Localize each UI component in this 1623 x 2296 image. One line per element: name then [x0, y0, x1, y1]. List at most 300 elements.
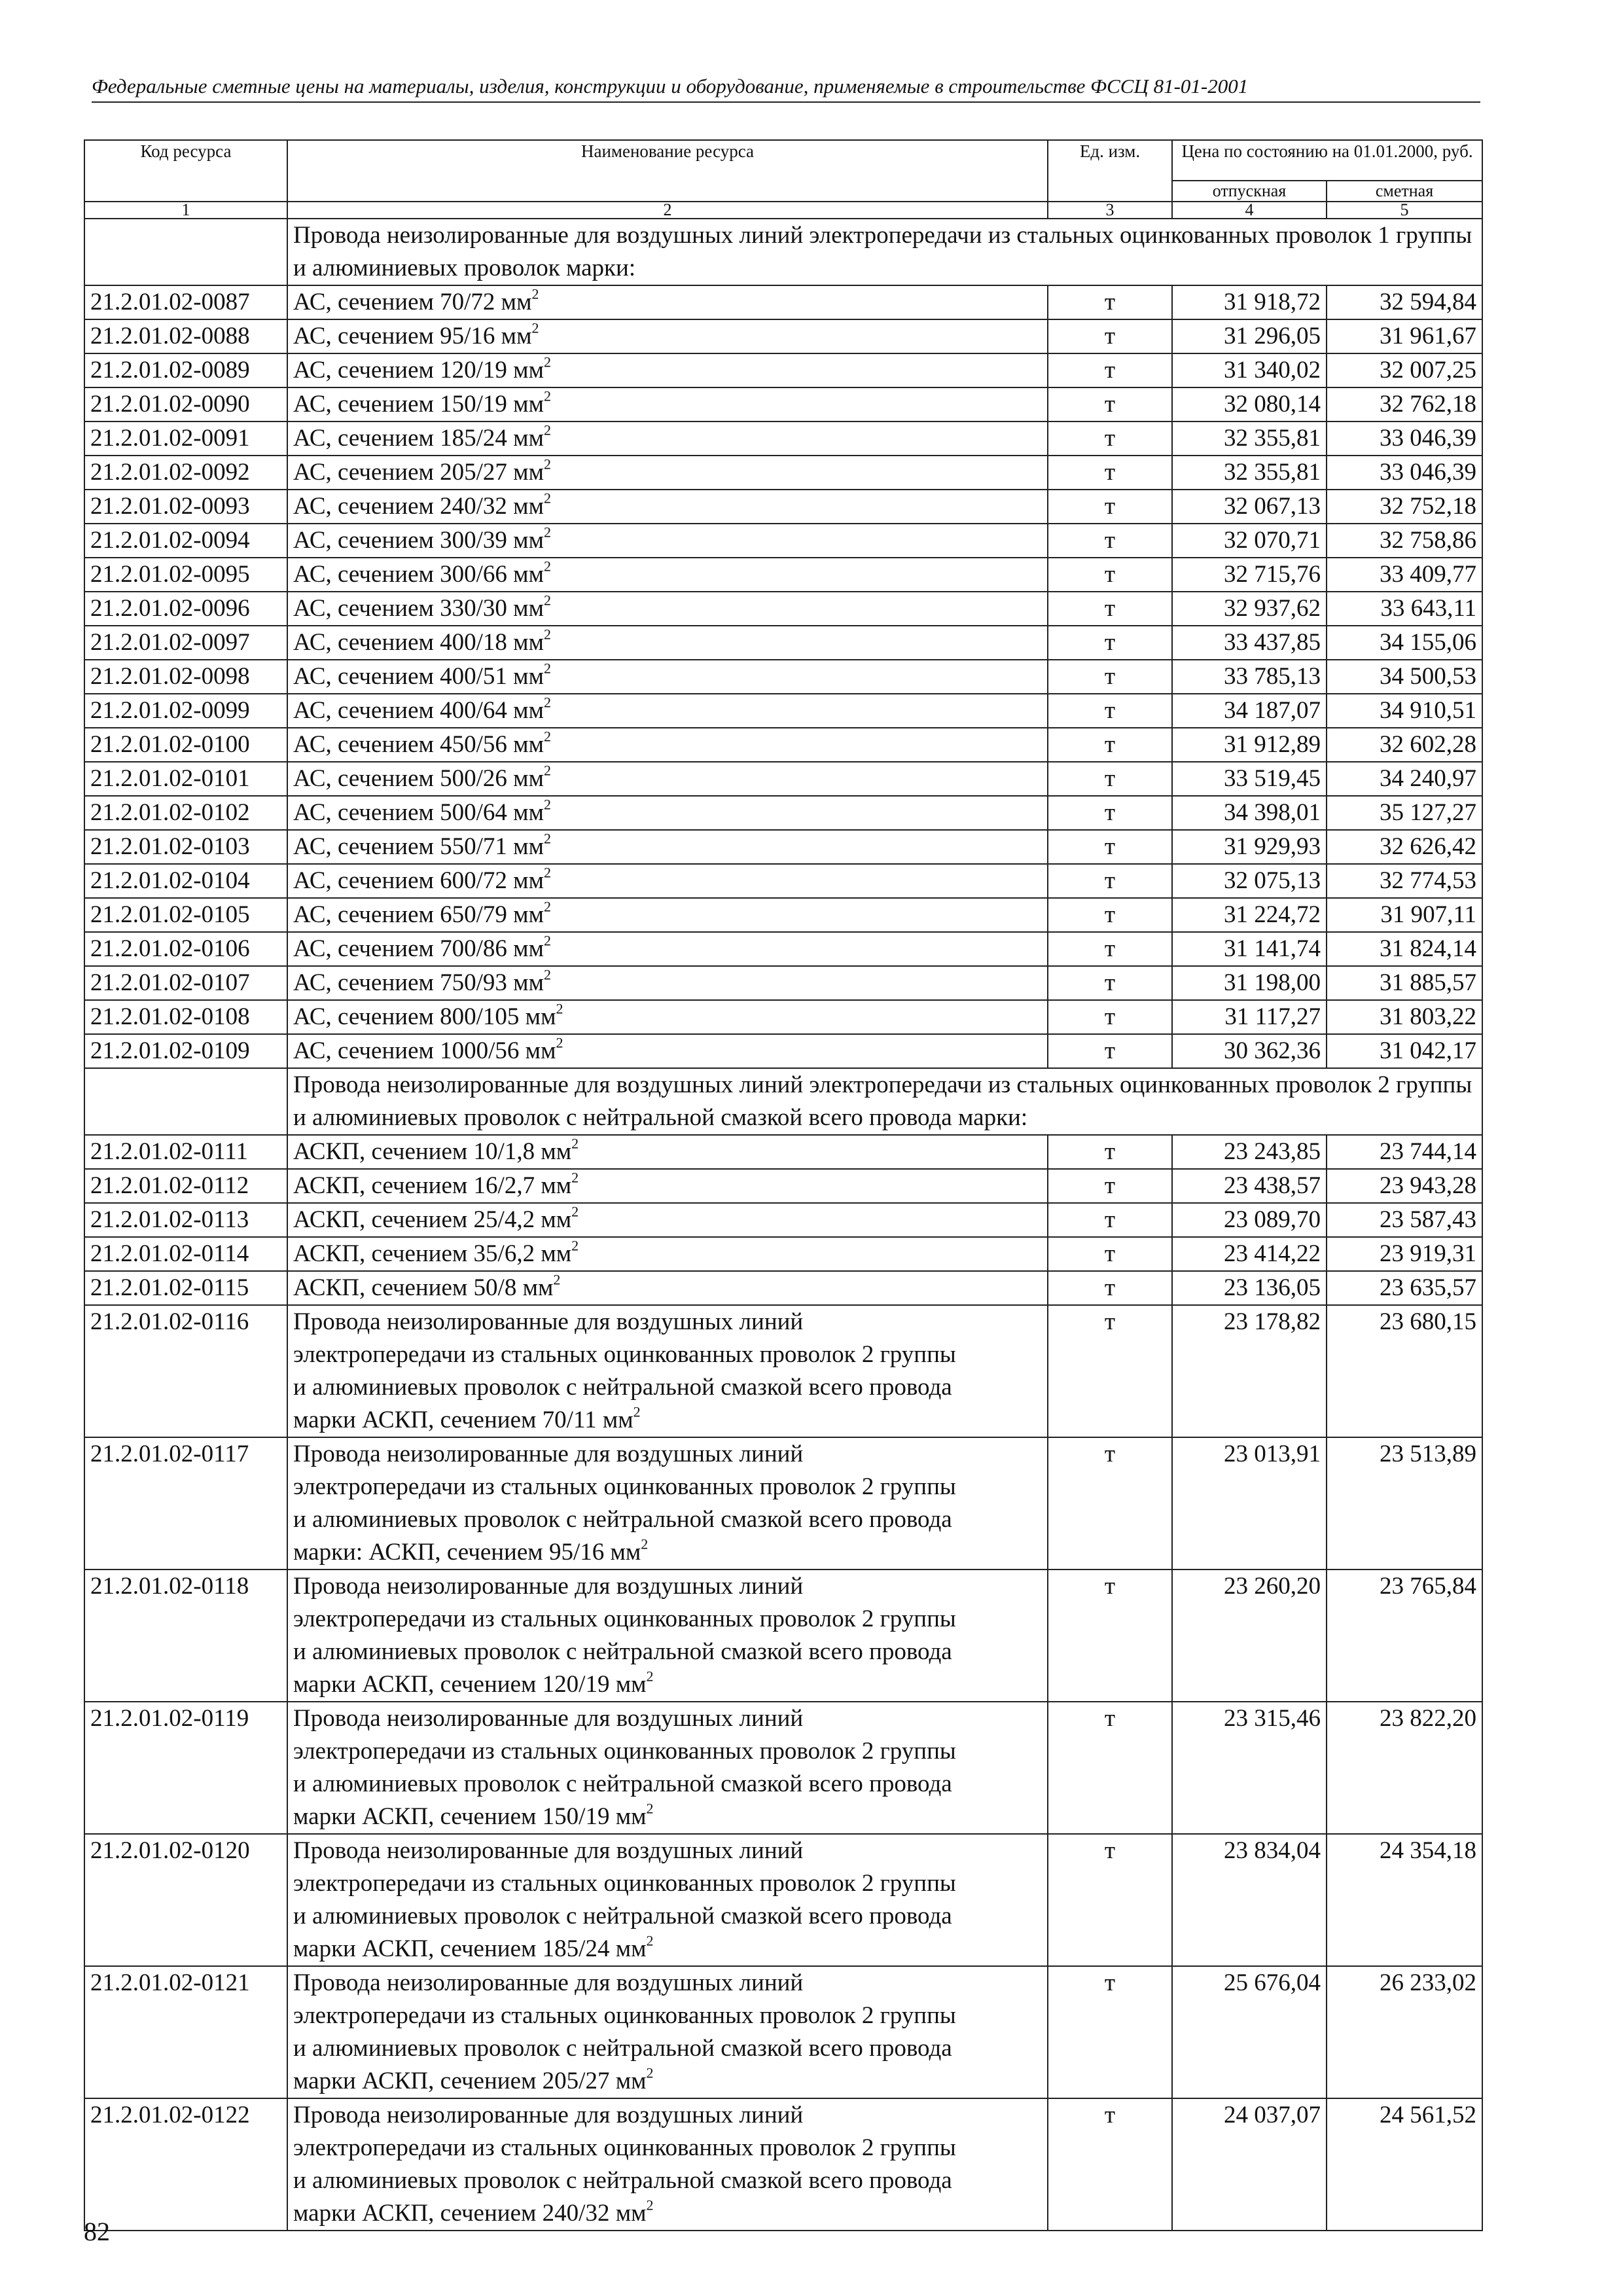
- col-header-release: отпускная: [1172, 181, 1327, 202]
- price-estimate: 23 765,84: [1327, 1570, 1482, 1702]
- resource-name: [287, 1702, 1048, 1834]
- unit: т: [1048, 1000, 1172, 1034]
- table-row: [84, 966, 1482, 1000]
- table-row: [84, 490, 1482, 524]
- resource-name: [287, 932, 1048, 966]
- unit-superscript: 2: [544, 558, 552, 575]
- table-row: [84, 694, 1482, 728]
- table-row: [84, 1570, 1482, 1702]
- resource-name: [287, 2098, 1048, 2231]
- resource-name-text: АС, сечением 600/72 мм: [293, 867, 544, 894]
- resource-code: 21.2.01.02-0109: [84, 1034, 287, 1068]
- resource-code: 21.2.01.02-0112: [84, 1169, 287, 1203]
- resource-name-text: АС, сечением 500/64 мм: [293, 799, 544, 826]
- resource-code: 21.2.01.02-0096: [84, 592, 287, 626]
- group-code-empty: [84, 1068, 287, 1135]
- price-release: 34 398,01: [1172, 796, 1327, 830]
- resource-code: 21.2.01.02-0118: [84, 1570, 287, 1702]
- group-heading-row: [84, 1068, 1482, 1135]
- unit: т: [1048, 319, 1172, 353]
- price-estimate: 23 587,43: [1327, 1203, 1482, 1237]
- resource-name: [287, 285, 1048, 319]
- resource-name-text: Провода неизолированные для воздушных линий электропередачи из стальных оцинкованных проволок 2 группы и алюминиевых проволок с нейтральной смазкой всего провода марки: АСКП, сечением 95/16 мм: [293, 1441, 956, 1566]
- price-estimate: 34 155,06: [1327, 626, 1482, 660]
- resource-name-text: АС, сечением 70/72 мм: [293, 289, 532, 315]
- unit-superscript: 2: [544, 796, 552, 813]
- unit-superscript: 2: [646, 2064, 654, 2081]
- price-estimate: 23 919,31: [1327, 1237, 1482, 1271]
- resource-name-text: АС, сечением 1000/56 мм: [293, 1037, 556, 1064]
- table-row: [84, 387, 1482, 422]
- price-release: 32 715,76: [1172, 558, 1327, 592]
- table-row: [84, 796, 1482, 830]
- table-row: [84, 2098, 1482, 2231]
- price-release: 31 918,72: [1172, 285, 1327, 319]
- price-estimate: 23 513,89: [1327, 1437, 1482, 1570]
- unit: т: [1048, 796, 1172, 830]
- price-release: 31 929,93: [1172, 830, 1327, 864]
- page-number: 82: [84, 2217, 110, 2246]
- table-row: [84, 728, 1482, 762]
- resource-name-text: АС, сечением 185/24 мм: [293, 425, 544, 452]
- price-release: 32 067,13: [1172, 490, 1327, 524]
- resource-code: 21.2.01.02-0104: [84, 864, 287, 898]
- resource-name: [287, 626, 1048, 660]
- price-estimate: 32 594,84: [1327, 285, 1482, 319]
- resource-name-text: АСКП, сечением 35/6,2 мм: [293, 1240, 572, 1267]
- price-estimate: 33 046,39: [1327, 422, 1482, 456]
- resource-name-text: АС, сечением 400/64 мм: [293, 697, 544, 724]
- resource-code: 21.2.01.02-0094: [84, 524, 287, 558]
- resource-name: [287, 864, 1048, 898]
- resource-name-text: АС, сечением 240/32 мм: [293, 493, 544, 520]
- resource-code: 21.2.01.02-0115: [84, 1271, 287, 1305]
- resource-name-text: АС, сечением 800/105 мм: [293, 1003, 556, 1030]
- unit: т: [1048, 285, 1172, 319]
- price-release: 33 519,45: [1172, 762, 1327, 796]
- resource-code: 21.2.01.02-0101: [84, 762, 287, 796]
- price-release: 23 438,57: [1172, 1169, 1327, 1203]
- resource-name: [287, 1834, 1048, 1966]
- price-estimate: 23 943,28: [1327, 1169, 1482, 1203]
- resource-code: 21.2.01.02-0116: [84, 1305, 287, 1437]
- resource-code: 21.2.01.02-0093: [84, 490, 287, 524]
- resource-name-text: АС, сечением 95/16 мм: [293, 323, 532, 350]
- unit: т: [1048, 1834, 1172, 1966]
- resource-name-text: АС, сечением 400/51 мм: [293, 663, 544, 690]
- resource-name: [287, 1000, 1048, 1034]
- resource-code: 21.2.01.02-0092: [84, 456, 287, 490]
- resource-name: [287, 387, 1048, 422]
- price-release: 31 224,72: [1172, 898, 1327, 932]
- price-estimate: 26 233,02: [1327, 1966, 1482, 2098]
- unit: т: [1048, 592, 1172, 626]
- price-estimate: 32 752,18: [1327, 490, 1482, 524]
- resource-code: 21.2.01.02-0089: [84, 353, 287, 387]
- resource-name-text: АС, сечением 400/18 мм: [293, 629, 544, 656]
- unit: т: [1048, 353, 1172, 387]
- price-estimate: 24 354,18: [1327, 1834, 1482, 1966]
- resource-code: 21.2.01.02-0113: [84, 1203, 287, 1237]
- group-heading-row: [84, 219, 1482, 285]
- price-release: 30 362,36: [1172, 1034, 1327, 1068]
- price-estimate: 33 643,11: [1327, 592, 1482, 626]
- resource-name-text: АС, сечением 650/79 мм: [293, 901, 544, 928]
- resource-name-text: Провода неизолированные для воздушных линий электропередачи из стальных оцинкованных проволок 2 группы и алюминиевых проволок с нейтральной смазкой всего провода марки АСКП, сечением 150/19 мм: [293, 1705, 956, 1830]
- table-row: [84, 1203, 1482, 1237]
- resource-name: [287, 524, 1048, 558]
- resource-code: 21.2.01.02-0106: [84, 932, 287, 966]
- col-number: 3: [1048, 202, 1172, 219]
- resource-name-text: АСКП, сечением 16/2,7 мм: [293, 1172, 572, 1199]
- unit-superscript: 2: [571, 1135, 579, 1152]
- unit: т: [1048, 864, 1172, 898]
- resource-name: [287, 1203, 1048, 1237]
- unit: т: [1048, 1271, 1172, 1305]
- price-release: 33 785,13: [1172, 660, 1327, 694]
- price-release: 34 187,07: [1172, 694, 1327, 728]
- unit-superscript: 2: [633, 1403, 641, 1420]
- table-body: [84, 219, 1482, 2231]
- price-release: 23 414,22: [1172, 1237, 1327, 1271]
- resource-code: 21.2.01.02-0107: [84, 966, 287, 1000]
- unit: т: [1048, 558, 1172, 592]
- table-row: [84, 1305, 1482, 1437]
- resource-name-text: Провода неизолированные для воздушных линий электропередачи из стальных оцинкованных проволок 2 группы и алюминиевых проволок с нейтральной смазкой всего провода марки АСКП, сечением 120/19 мм: [293, 1573, 956, 1698]
- price-table: [84, 139, 1483, 2231]
- price-release: 32 070,71: [1172, 524, 1327, 558]
- resource-name-text: Провода неизолированные для воздушных линий электропередачи из стальных оцинкованных проволок 2 группы и алюминиевых проволок с нейтральной смазкой всего провода марки АСКП, сечением 205/27 мм: [293, 1969, 956, 2094]
- unit-superscript: 2: [556, 1034, 563, 1051]
- table-row: [84, 932, 1482, 966]
- table-row: [84, 353, 1482, 387]
- resource-name-text: АС, сечением 550/71 мм: [293, 833, 544, 860]
- price-release: 23 013,91: [1172, 1437, 1327, 1570]
- resource-code: 21.2.01.02-0098: [84, 660, 287, 694]
- resource-code: 21.2.01.02-0103: [84, 830, 287, 864]
- unit-superscript: 2: [571, 1237, 579, 1254]
- price-estimate: 31 885,57: [1327, 966, 1482, 1000]
- resource-name: [287, 762, 1048, 796]
- unit-superscript: 2: [556, 1000, 563, 1017]
- unit: т: [1048, 1966, 1172, 2098]
- price-release: 23 178,82: [1172, 1305, 1327, 1437]
- price-estimate: 23 822,20: [1327, 1702, 1482, 1834]
- running-header: Федеральные сметные цены на материалы, изделия, конструкции и оборудование, применяемые в строительстве ФССЦ 81-01-2001: [92, 73, 1480, 103]
- unit-superscript: 2: [544, 728, 552, 745]
- resource-name-text: АС, сечением 750/93 мм: [293, 969, 544, 996]
- unit: т: [1048, 966, 1172, 1000]
- resource-code: 21.2.01.02-0121: [84, 1966, 287, 2098]
- resource-code: 21.2.01.02-0090: [84, 387, 287, 422]
- resource-code: 21.2.01.02-0100: [84, 728, 287, 762]
- unit-superscript: 2: [544, 830, 552, 847]
- unit-superscript: 2: [646, 1668, 654, 1685]
- unit: т: [1048, 898, 1172, 932]
- unit: т: [1048, 524, 1172, 558]
- resource-code: 21.2.01.02-0095: [84, 558, 287, 592]
- resource-name-text: АС, сечением 300/66 мм: [293, 561, 544, 588]
- unit: т: [1048, 1237, 1172, 1271]
- price-estimate: 32 774,53: [1327, 864, 1482, 898]
- table-row: [84, 762, 1482, 796]
- table-header: [84, 140, 1482, 219]
- resource-name: [287, 1305, 1048, 1437]
- resource-name-text: Провода неизолированные для воздушных линий электропередачи из стальных оцинкованных проволок 2 группы и алюминиевых проволок с нейтральной смазкой всего провода марки АСКП, сечением 240/32 мм: [293, 2102, 956, 2227]
- resource-code: 21.2.01.02-0091: [84, 422, 287, 456]
- resource-name-text: Провода неизолированные для воздушных линий электропередачи из стальных оцинкованных проволок 2 группы и алюминиевых проволок с нейтральной смазкой всего провода марки АСКП, сечением 185/24 мм: [293, 1837, 956, 1962]
- price-release: 31 340,02: [1172, 353, 1327, 387]
- unit: т: [1048, 1305, 1172, 1437]
- table-row: [84, 1000, 1482, 1034]
- table-row: [84, 319, 1482, 353]
- resource-name: [287, 1966, 1048, 2098]
- table-row: [84, 592, 1482, 626]
- resource-name: [287, 660, 1048, 694]
- unit: т: [1048, 762, 1172, 796]
- price-release: 31 296,05: [1172, 319, 1327, 353]
- resource-name: [287, 1570, 1048, 1702]
- price-release: 23 834,04: [1172, 1834, 1327, 1966]
- table-row: [84, 1437, 1482, 1570]
- price-estimate: 32 626,42: [1327, 830, 1482, 864]
- price-release: 32 075,13: [1172, 864, 1327, 898]
- resource-name: [287, 966, 1048, 1000]
- unit-superscript: 2: [544, 353, 552, 370]
- col-header-price: Цена по состоянию на 01.01.2000, руб.: [1172, 140, 1482, 181]
- table-row: [84, 1237, 1482, 1271]
- price-estimate: 31 824,14: [1327, 932, 1482, 966]
- resource-name: [287, 1169, 1048, 1203]
- unit: т: [1048, 422, 1172, 456]
- price-estimate: 31 907,11: [1327, 898, 1482, 932]
- resource-name: [287, 319, 1048, 353]
- table-row: [84, 1966, 1482, 2098]
- unit-superscript: 2: [544, 660, 552, 677]
- resource-code: 21.2.01.02-0088: [84, 319, 287, 353]
- price-estimate: 35 127,27: [1327, 796, 1482, 830]
- unit: т: [1048, 490, 1172, 524]
- table-row: [84, 626, 1482, 660]
- resource-name: [287, 694, 1048, 728]
- price-estimate: 34 910,51: [1327, 694, 1482, 728]
- table-row: [84, 558, 1482, 592]
- resource-name: [287, 1034, 1048, 1068]
- col-number: 5: [1327, 202, 1482, 219]
- unit: т: [1048, 660, 1172, 694]
- resource-name-text: АС, сечением 300/39 мм: [293, 527, 544, 554]
- unit: т: [1048, 1034, 1172, 1068]
- resource-name: [287, 1237, 1048, 1271]
- unit-superscript: 2: [544, 524, 552, 541]
- resource-name-text: АСКП, сечением 10/1,8 мм: [293, 1138, 572, 1165]
- unit-superscript: 2: [544, 694, 552, 711]
- price-release: 31 117,27: [1172, 1000, 1327, 1034]
- price-release: 24 037,07: [1172, 2098, 1327, 2231]
- resource-code: 21.2.01.02-0108: [84, 1000, 287, 1034]
- resource-name-text: Провода неизолированные для воздушных линий электропередачи из стальных оцинкованных проволок 2 группы и алюминиевых проволок с нейтральной смазкой всего провода марки АСКП, сечением 70/11 мм: [293, 1308, 956, 1433]
- price-release: 31 198,00: [1172, 966, 1327, 1000]
- table-row: [84, 524, 1482, 558]
- resource-name-text: АСКП, сечением 50/8 мм: [293, 1274, 554, 1301]
- table-row: [84, 1271, 1482, 1305]
- resource-code: 21.2.01.02-0099: [84, 694, 287, 728]
- unit-superscript: 2: [544, 490, 552, 507]
- table-row: [84, 830, 1482, 864]
- unit-superscript: 2: [544, 422, 552, 439]
- resource-name: [287, 353, 1048, 387]
- unit-superscript: 2: [531, 285, 539, 302]
- price-estimate: 31 803,22: [1327, 1000, 1482, 1034]
- unit-superscript: 2: [544, 898, 552, 915]
- unit: т: [1048, 1702, 1172, 1834]
- unit: т: [1048, 1437, 1172, 1570]
- unit-superscript: 2: [646, 1932, 654, 1949]
- resource-name: [287, 1135, 1048, 1169]
- table-row: [84, 1135, 1482, 1169]
- resource-code: 21.2.01.02-0122: [84, 2098, 287, 2231]
- resource-name: [287, 558, 1048, 592]
- price-estimate: 31 042,17: [1327, 1034, 1482, 1068]
- resource-name: [287, 490, 1048, 524]
- unit-superscript: 2: [641, 1535, 649, 1552]
- unit-superscript: 2: [544, 762, 552, 779]
- unit-superscript: 2: [544, 592, 552, 609]
- price-estimate: 32 758,86: [1327, 524, 1482, 558]
- resource-name: [287, 796, 1048, 830]
- unit: т: [1048, 1135, 1172, 1169]
- price-release: 23 136,05: [1172, 1271, 1327, 1305]
- group-code-empty: [84, 219, 287, 285]
- unit-superscript: 2: [553, 1271, 561, 1288]
- price-estimate: 34 240,97: [1327, 762, 1482, 796]
- unit-superscript: 2: [544, 966, 552, 983]
- col-number: 2: [287, 202, 1048, 219]
- resource-name: [287, 728, 1048, 762]
- price-release: 23 315,46: [1172, 1702, 1327, 1834]
- table-row: [84, 1034, 1482, 1068]
- resource-code: 21.2.01.02-0097: [84, 626, 287, 660]
- unit: т: [1048, 1169, 1172, 1203]
- table-row: [84, 1834, 1482, 1966]
- resource-name: [287, 1437, 1048, 1570]
- unit-superscript: 2: [646, 2197, 654, 2214]
- resource-name: [287, 592, 1048, 626]
- table-row: [84, 660, 1482, 694]
- price-release: 25 676,04: [1172, 1966, 1327, 2098]
- resource-name-text: АС, сечением 150/19 мм: [293, 391, 544, 418]
- resource-code: 21.2.01.02-0105: [84, 898, 287, 932]
- unit: т: [1048, 1203, 1172, 1237]
- resource-code: 21.2.01.02-0102: [84, 796, 287, 830]
- price-estimate: 31 961,67: [1327, 319, 1482, 353]
- price-estimate: 32 602,28: [1327, 728, 1482, 762]
- resource-name: [287, 456, 1048, 490]
- price-estimate: 23 680,15: [1327, 1305, 1482, 1437]
- table-row: [84, 898, 1482, 932]
- unit: т: [1048, 2098, 1172, 2231]
- col-header-unit: Ед. изм.: [1048, 140, 1172, 202]
- unit-superscript: 2: [544, 932, 552, 949]
- price-release: 31 912,89: [1172, 728, 1327, 762]
- price-release: 23 260,20: [1172, 1570, 1327, 1702]
- unit: т: [1048, 626, 1172, 660]
- price-release: 32 355,81: [1172, 422, 1327, 456]
- unit: т: [1048, 728, 1172, 762]
- price-release: 33 437,85: [1172, 626, 1327, 660]
- price-estimate: 33 046,39: [1327, 456, 1482, 490]
- unit-superscript: 2: [571, 1169, 579, 1186]
- unit: т: [1048, 387, 1172, 422]
- resource-name-text: АСКП, сечением 25/4,2 мм: [293, 1206, 572, 1233]
- unit: т: [1048, 830, 1172, 864]
- price-estimate: 34 500,53: [1327, 660, 1482, 694]
- table-row: [84, 1702, 1482, 1834]
- resource-name-text: АС, сечением 120/19 мм: [293, 357, 544, 384]
- price-estimate: 32 007,25: [1327, 353, 1482, 387]
- col-header-code: Код ресурса: [84, 140, 287, 202]
- table-row: [84, 1169, 1482, 1203]
- resource-name-text: АС, сечением 450/56 мм: [293, 731, 544, 758]
- price-estimate: 33 409,77: [1327, 558, 1482, 592]
- col-number: 1: [84, 202, 287, 219]
- resource-name: [287, 830, 1048, 864]
- price-estimate: 23 635,57: [1327, 1271, 1482, 1305]
- unit-superscript: 2: [531, 319, 539, 336]
- price-release: 31 141,74: [1172, 932, 1327, 966]
- col-header-name: Наименование ресурса: [287, 140, 1048, 202]
- resource-name-text: АС, сечением 330/30 мм: [293, 595, 544, 622]
- resource-code: 21.2.01.02-0120: [84, 1834, 287, 1966]
- table-row: [84, 422, 1482, 456]
- resource-code: 21.2.01.02-0111: [84, 1135, 287, 1169]
- unit-superscript: 2: [544, 626, 552, 643]
- resource-name: [287, 422, 1048, 456]
- price-release: 32 937,62: [1172, 592, 1327, 626]
- resource-name: [287, 1271, 1048, 1305]
- unit-superscript: 2: [646, 1800, 654, 1817]
- resource-code: 21.2.01.02-0119: [84, 1702, 287, 1834]
- resource-name-text: АС, сечением 205/27 мм: [293, 459, 544, 486]
- col-number: 4: [1172, 202, 1327, 219]
- unit: т: [1048, 694, 1172, 728]
- resource-name-text: АС, сечением 700/86 мм: [293, 935, 544, 962]
- price-release: 23 089,70: [1172, 1203, 1327, 1237]
- unit-superscript: 2: [544, 456, 552, 473]
- price-estimate: 32 762,18: [1327, 387, 1482, 422]
- resource-name: [287, 898, 1048, 932]
- unit-superscript: 2: [544, 387, 552, 404]
- price-estimate: 24 561,52: [1327, 2098, 1482, 2231]
- price-release: 23 243,85: [1172, 1135, 1327, 1169]
- unit: т: [1048, 456, 1172, 490]
- unit: т: [1048, 932, 1172, 966]
- table-row: [84, 864, 1482, 898]
- table-row: [84, 456, 1482, 490]
- price-estimate: 23 744,14: [1327, 1135, 1482, 1169]
- resource-name-text: АС, сечением 500/26 мм: [293, 765, 544, 792]
- group-title: Провода неизолированные для воздушных линий электропередачи из стальных оцинкованных проволок 1 группы и алюминиевых проволок марки:: [287, 219, 1482, 285]
- resource-code: 21.2.01.02-0087: [84, 285, 287, 319]
- unit-superscript: 2: [571, 1203, 579, 1220]
- resource-code: 21.2.01.02-0114: [84, 1237, 287, 1271]
- group-title: Провода неизолированные для воздушных линий электропередачи из стальных оцинкованных проволок 2 группы и алюминиевых проволок с нейтральной смазкой всего провода марки:: [287, 1068, 1482, 1135]
- col-header-estimate: сметная: [1327, 181, 1482, 202]
- table-row: [84, 285, 1482, 319]
- price-release: 32 080,14: [1172, 387, 1327, 422]
- unit: т: [1048, 1570, 1172, 1702]
- price-release: 32 355,81: [1172, 456, 1327, 490]
